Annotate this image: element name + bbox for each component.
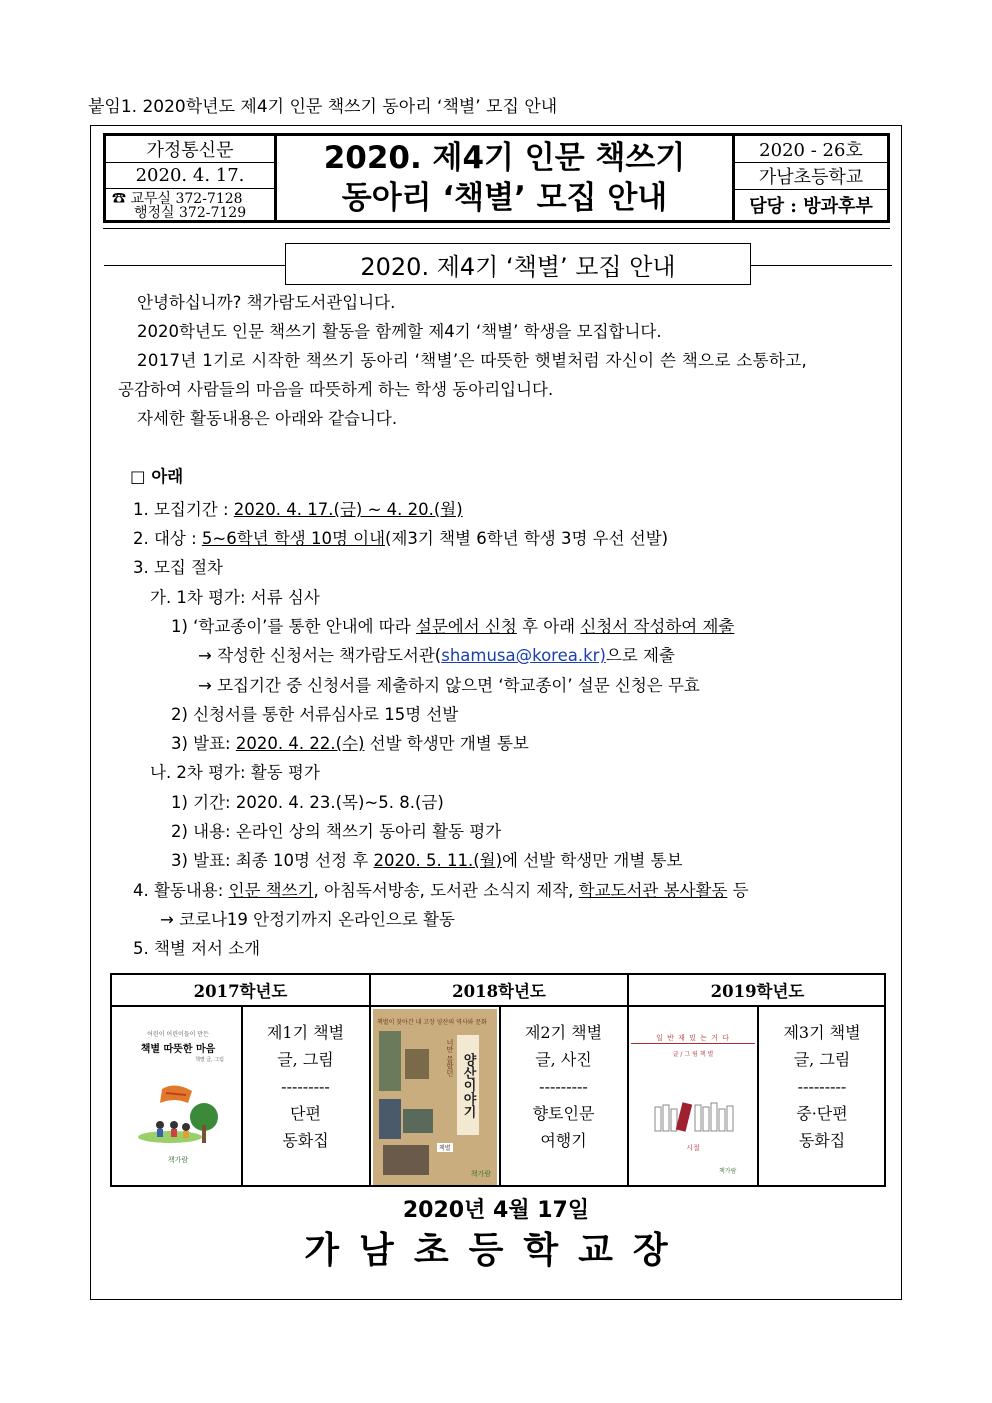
item-4-writing: 인문 책쓰기: [228, 881, 314, 900]
intro-greeting: 안녕하십니까? 책가람도서관입니다.: [137, 293, 396, 312]
contact-phones: [106, 189, 274, 220]
phone-admin: 행정실 372-7129: [134, 205, 247, 221]
item-2-label: 2. 대상 :: [133, 529, 202, 548]
item-3a-1-note-1: [198, 642, 675, 666]
item-3a-3: [171, 730, 529, 754]
cover-title: 양산이야기: [457, 1035, 479, 1135]
cover-title: 책별 따뜻한 마음: [140, 1044, 216, 1055]
year-2019-header: 2019학년도: [629, 975, 886, 1007]
book-2018-type: 글, 사진: [535, 1050, 592, 1069]
header-title: [277, 136, 735, 220]
item-3b-3-rest: 에 선발 학생만 개별 통보: [502, 851, 683, 870]
header-right: [735, 136, 887, 220]
book-2019-genre: 중·단편: [796, 1104, 848, 1123]
cover-top-text-2: 글 / 그 림 책 별: [672, 1051, 714, 1058]
item-3a-1-survey: 설문에서 신청: [415, 617, 517, 636]
book-2019-edition: 제3기 책별: [783, 1023, 861, 1042]
item-4: [133, 877, 749, 901]
newsletter-date: 2020. 4. 17.: [106, 163, 274, 189]
below-heading: □ 아래: [130, 467, 184, 486]
cover-publisher: 책가람: [167, 1156, 189, 1164]
note-1-text: → 작성한 신청서는 책가람도서관(: [198, 646, 442, 665]
item-3a: 가. 1차 평가: 서류 심사: [150, 588, 320, 607]
attachment-caption: 붙임1. 2020학년도 제4기 인문 책쓰기 동아리 ‘책별’ 모집 안내: [88, 97, 558, 117]
book-2019-type: 글, 그림: [793, 1050, 851, 1069]
phone-office: ☎ 교무실 372-7128: [112, 191, 243, 207]
book-2018-sep: ---------: [539, 1077, 588, 1096]
item-3a-3-date: 2020. 4. 22.(수): [235, 734, 365, 753]
item-3a-1-note-2: → 모집기간 중 신청서를 제출하지 않으면 ‘학교종이’ 설문 신청은 무효: [198, 676, 700, 695]
section-title: 2020. 제4기 ‘책별’ 모집 안내: [285, 243, 751, 285]
item-3b: 나. 2차 평가: 활동 평가: [150, 763, 320, 782]
title-line-2: 동아리 ‘책별’ 모집 안내: [341, 180, 668, 216]
item-3b-2: 2) 내용: 온라인 상의 책쓰기 동아리 활동 평가: [171, 822, 502, 841]
divider: [369, 975, 371, 1185]
cover-author: 책별 글, 그림: [195, 1057, 224, 1063]
cover-author: 책별: [439, 1145, 451, 1152]
manager: 담당 : 방과후부: [749, 196, 873, 217]
book-cover-2019: [631, 1009, 755, 1185]
item-3b-1: 1) 기간: 2020. 4. 23.(목)~5. 8.(금): [171, 793, 444, 812]
book-2018-genre: 향토인문: [532, 1104, 595, 1123]
header-rule: [103, 228, 890, 229]
photo: [383, 1145, 429, 1175]
intro-line-5: 자세한 활동내용은 아래와 같습니다.: [137, 409, 398, 428]
item-1-label: 1. 모집기간 :: [133, 500, 234, 519]
book-2018-form: 여행기: [540, 1131, 587, 1150]
item-4-label: 4. 활동내용:: [133, 881, 229, 900]
item-3a-3-rest: 선발 학생만 개별 통보: [364, 734, 529, 753]
book-2019-form: 동화집: [798, 1131, 846, 1150]
book-2017-form: 동화집: [282, 1131, 329, 1150]
photo: [405, 1049, 429, 1079]
newsletter-label: 가정통신문: [106, 136, 274, 163]
item-3b-3-label: 3) 발표: 최종 10명 선정 후: [171, 851, 374, 870]
cover-publisher: 책가람: [470, 1170, 491, 1178]
year-2017-header: 2017학년도: [112, 975, 369, 1007]
item-5: 5. 책별 저서 소개: [133, 939, 261, 958]
book-2018-desc: [500, 1019, 627, 1154]
book-cover-2017: [118, 1009, 238, 1185]
item-4-note: → 코로나19 안정기까지 온라인으로 활동: [160, 910, 455, 929]
book-2017-type: 글, 그림: [277, 1050, 334, 1069]
issue-number: 2020 - 26호: [735, 136, 887, 163]
principal-signature: 가남초등학교장: [304, 1230, 688, 1271]
cover-top-text: 일 반 재 밌 는 거 다: [631, 1033, 755, 1044]
note-1-end: 으로 제출: [605, 646, 675, 665]
item-3a-2: 2) 신청서를 통한 서류심사로 15명 선발: [171, 705, 459, 724]
item-3a-3-label: 3) 발표:: [171, 734, 236, 753]
cover-illustration: [653, 1097, 737, 1133]
photo: [379, 1031, 401, 1091]
year-2018-header: 2018학년도: [371, 975, 627, 1007]
book-2017-sep: ---------: [281, 1077, 330, 1096]
item-2-note: (제3기 책별 6학년 학생 3명 우선 선발): [385, 529, 669, 548]
issue-date: 2020년 4월 17일: [402, 1198, 590, 1223]
item-4-end: 등: [727, 881, 749, 900]
cover-subtitle: 책별이 찾아간 내 고장 양산의 역사와 문화: [377, 1019, 487, 1026]
photo: [379, 1099, 401, 1139]
book-2019-desc: [758, 1019, 886, 1154]
books-table: [110, 973, 886, 1187]
intro-line-2: 2020학년도 인문 책쓰기 활동을 함께할 제4기 ‘책별’ 학생을 모집합니다.: [137, 322, 662, 341]
book-2017-edition: 제1기 책별: [266, 1023, 345, 1042]
newsletter-header: [103, 133, 890, 223]
cover-illustration: [130, 1069, 226, 1151]
item-2-target: 5~6학년 학생 10명 이내: [201, 529, 386, 548]
item-1: [133, 496, 463, 520]
cover-title: 시절: [686, 1144, 700, 1152]
divider: [627, 975, 629, 1185]
school-name: 가남초등학교: [735, 163, 887, 190]
item-4-volunteer: 학교도서관 봉사활동: [578, 881, 728, 900]
intro-line-4: 공감하여 사람들의 마음을 따뜻하게 하는 학생 동아리입니다.: [118, 380, 554, 399]
item-1-period: 2020. 4. 17.(금) ~ 4. 20.(월): [233, 500, 463, 519]
email-link[interactable]: shamusa@korea.kr): [441, 646, 606, 665]
book-2019-sep: ---------: [797, 1077, 847, 1096]
book-2017-desc: [242, 1019, 369, 1154]
header-left: [106, 136, 277, 220]
item-3a-1: [171, 613, 734, 637]
title-line-1: 2020. 제4기 인문 책쓰기: [323, 140, 686, 176]
item-3a-1-text: 1) ‘학교종이’를 통한 안내에 따라: [171, 617, 416, 636]
photo: [403, 1109, 433, 1133]
cover-side-title: 너만 몰랐던: [446, 1039, 454, 1077]
item-3a-1-mid: 후 아래: [516, 617, 581, 636]
item-3b-3: [171, 847, 682, 871]
book-2017-genre: 단편: [290, 1104, 321, 1123]
item-2: [133, 525, 668, 549]
item-3: 3. 모집 절차: [133, 558, 223, 577]
item-3a-1-submit: 신청서 작성하여 제출: [580, 617, 735, 636]
book-cover-2018: [373, 1009, 497, 1185]
item-4-mid: , 아침독서방송, 도서관 소식지 제작,: [313, 881, 579, 900]
cover-publisher: 책가람: [719, 1168, 737, 1175]
book-2018-edition: 제2기 책별: [524, 1023, 603, 1042]
cover-subtitle: 어린이 어린이들이 만든: [147, 1031, 209, 1038]
item-3b-3-date: 2020. 5. 11.(월): [373, 851, 503, 870]
intro-line-3: 2017년 1기로 시작한 책쓰기 동아리 ‘책별’은 따뜻한 햇볕처럼 자신이 쓴 책으로 소통하고,: [137, 351, 808, 370]
